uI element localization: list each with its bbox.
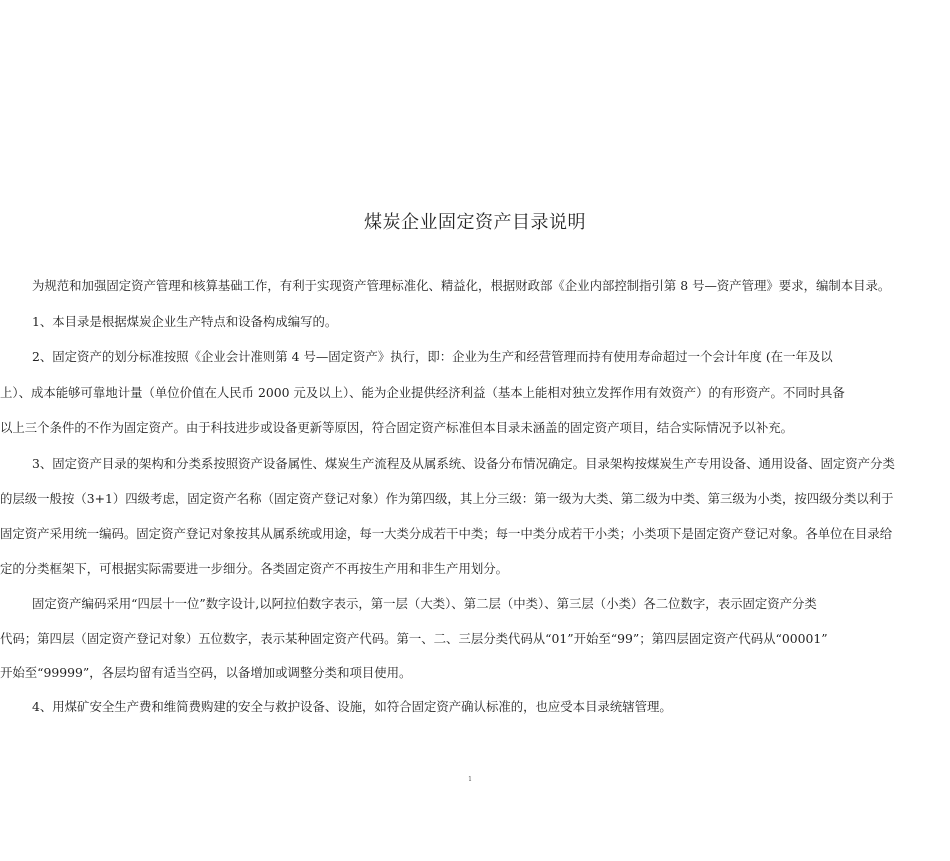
item-3-line-1: 3、固定资产目录的架构和分类系按照资产设备属性、煤炭生产流程及从属系统、设备分布情况确定。目录架构按煤炭生产专用设备、通用设备、固定资产分类	[32, 456, 895, 471]
item-2-line-2: 上）、成本能够可靠地计量（单位价值在人民币 2000 元及以上）、能为企业提供经济利益（基本上能相对独立发挥作用有效资产）的有形资产。不同时具备	[0, 385, 845, 400]
item-3-line-4: 定的分类框架下，可根据实际需要进一步细分。各类固定资产不再按生产用和非生产用划分。	[0, 561, 509, 576]
item-2-line-1: 2、固定资产的划分标准按照《企业会计准则第 4 号—固定资产》执行，即：企业为生产和经营管理而持有使用寿命超过一个会计年度 (在一年及以	[32, 349, 833, 364]
item-3-line-3: 固定资产采用统一编码。固定资产登记对象按其从属系统或用途，每一大类分成若干中类；每一中类分成若干小类；小类项下是固定资产登记对象。各单位在目录给	[0, 526, 893, 541]
item-1-line: 1、本目录是根据煤炭企业生产特点和设备构成编写的。	[32, 314, 338, 329]
document-title: 煤炭企业固定资产目录说明	[364, 212, 586, 233]
item-3-line-2: 的层级一般按（3+1）四级考虑，固定资产名称（固定资产登记对象）作为第四级，其上分三级：第一级为大类、第二级为中类、第三级为小类，按四级分类以利于	[0, 491, 894, 506]
coding-line-2: 代码；第四层（固定资产登记对象）五位数字，表示某种固定资产代码。第一、二、三层分类代码从“01”开始至“99”；第四层固定资产代码从“00001”	[0, 631, 828, 646]
page-number: 1	[468, 776, 472, 783]
item-2-line-3: 以上三个条件的不作为固定资产。由于科技进步或设备更新等原因，符合固定资产标准但本目录未涵盖的固定资产项目，结合实际情况予以补充。	[0, 420, 793, 435]
coding-line-1: 固定资产编码采用“四层十一位”数字设计,以阿拉伯数字表示，第一层（大类）、第二层（中类）、第三层（小类）各二位数字，表示固定资产分类	[32, 596, 817, 611]
item-4-line: 4、用煤矿安全生产费和维简费购建的安全与救护设备、设施，如符合固定资产确认标准的，也应受本目录统辖管理。	[32, 699, 672, 714]
intro-paragraph: 为规范和加强固定资产管理和核算基础工作，有利于实现资产管理标准化、精益化，根据财政部《企业内部控制指引第 8 号—资产管理》要求，编制本目录。	[32, 278, 891, 293]
coding-line-3: 开始至“99999”，各层均留有适当空码，以备增加或调整分类和项目使用。	[0, 665, 412, 680]
